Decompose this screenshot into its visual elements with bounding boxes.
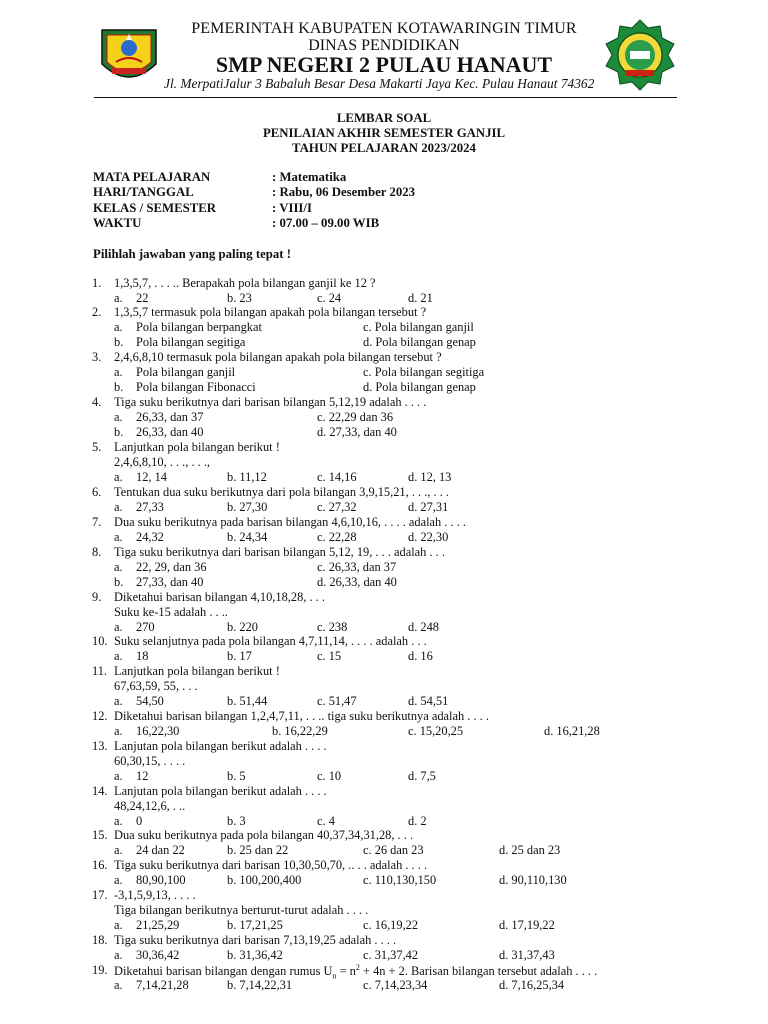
academic-year: TAHUN PELAJARAN 2023/2024 — [292, 141, 476, 155]
question-sequence: 48,24,12,6, . .. — [114, 799, 186, 813]
option-letter: a. — [114, 873, 123, 887]
option-b: b. 3 — [227, 814, 246, 828]
meta-label-subject: MATA PELAJARAN — [93, 170, 211, 184]
question-subtext: Suku ke-15 adalah . . .. — [114, 605, 228, 619]
question-text: 2,4,6,8,10 termasuk pola bilangan apakah pola bilangan tersebut ? — [114, 350, 442, 364]
option-letter: a. — [114, 814, 123, 828]
question-sequence: 2,4,6,8,10, . . ., . . ., — [114, 455, 211, 469]
option-a: 54,50 — [136, 694, 164, 708]
option-b: b. 25 dan 22 — [227, 843, 289, 857]
option-b: b. 23 — [227, 291, 252, 305]
question-text: Lanjutkan pola bilangan berikut ! — [114, 440, 280, 454]
option-a: 12 — [136, 769, 149, 783]
option-a: 16,22,30 — [136, 724, 180, 738]
question-text: Lanjutan pola bilangan berikut adalah . . . . — [114, 784, 327, 798]
option-c: c. 22,28 — [317, 530, 357, 544]
option-a: 24,32 — [136, 530, 164, 544]
meta-value-subject: : Matematika — [272, 170, 347, 184]
option-d: d. 31,37,43 — [499, 948, 555, 962]
question-number: 16. — [92, 858, 108, 872]
option-c: c. 10 — [317, 769, 342, 783]
option-d: d. 16,21,28 — [544, 724, 600, 738]
option-letter: a. — [114, 470, 123, 484]
option-a: 27,33 — [136, 500, 164, 514]
question-text: Lanjutkan pola bilangan berikut ! — [114, 664, 280, 678]
option-letter: a. — [114, 320, 123, 334]
question-number: 15. — [92, 828, 108, 842]
option-b: b. 5 — [227, 769, 246, 783]
doc-title: LEMBAR SOAL — [336, 111, 432, 125]
option-d: d. 26,33, dan 40 — [317, 575, 397, 589]
option-b: b. 17 — [227, 649, 252, 663]
option-d: d. 54,51 — [408, 694, 449, 708]
option-a: 30,36,42 — [136, 948, 180, 962]
option-b: b. 51,44 — [227, 694, 268, 708]
question-text: Tentukan dua suku berikutnya dari pola bilangan 3,9,15,21, . . ., . . . — [114, 485, 449, 499]
option-c: c. 51,47 — [317, 694, 357, 708]
question-text: Suku selanjutnya pada pola bilangan 4,7,11,14, . . . . adalah . . . — [114, 634, 427, 648]
option-letter: a. — [114, 365, 123, 379]
option-c: c. Pola bilangan segitiga — [363, 365, 485, 379]
option-a: 80,90,100 — [136, 873, 186, 887]
option-d: d. 248 — [408, 620, 439, 634]
option-d: d. 16 — [408, 649, 433, 663]
option-c: c. 15 — [317, 649, 342, 663]
meta-label-time: WAKTU — [93, 216, 142, 230]
option-letter: a. — [114, 410, 123, 424]
option-b: b. 11,12 — [227, 470, 267, 484]
question-text: Tiga bilangan berikutnya berturut-turut adalah . . . . — [114, 903, 369, 917]
question-text: Diketahui barisan bilangan 4,10,18,28, . . . — [114, 590, 325, 604]
question-text: Tiga suku berikutnya dari barisan bilangan 5,12, 19, . . . adalah . . . — [114, 545, 445, 559]
question-number: 6. — [92, 485, 102, 499]
question-sequence: -3,1,5,9,13, . . . . — [114, 888, 196, 902]
option-letter: a. — [114, 724, 123, 738]
option-c: c. 110,130,150 — [363, 873, 437, 887]
option-b: b. 16,22,29 — [272, 724, 328, 738]
option-letter: a. — [114, 948, 123, 962]
question-number: 10. — [92, 634, 108, 648]
option-d: d. 7,16,25,34 — [499, 978, 565, 992]
question-number: 18. — [92, 933, 108, 947]
question-number: 13. — [92, 739, 108, 753]
option-b: b. 17,21,25 — [227, 918, 283, 932]
question-text: Diketahui barisan bilangan 1,2,4,7,11, . . .. tiga suku berikutnya adalah . . . . — [114, 709, 489, 723]
option-b: b. 31,36,42 — [227, 948, 283, 962]
option-b: b. 100,200,400 — [227, 873, 302, 887]
question-sequence: 60,30,15, . . . . — [114, 754, 186, 768]
option-c: c. 14,16 — [317, 470, 357, 484]
option-a: Pola bilangan ganjil — [136, 365, 236, 379]
question-number: 12. — [92, 709, 108, 723]
question-sequence: 67,63,59, 55, . . . — [114, 679, 198, 693]
option-c: c. 7,14,23,34 — [363, 978, 428, 992]
option-letter: a. — [114, 291, 123, 305]
option-letter: a. — [114, 649, 123, 663]
option-c: c. Pola bilangan ganjil — [363, 320, 474, 334]
meta-label-date: HARI/TANGGAL — [93, 185, 194, 199]
option-a: 12, 14 — [136, 470, 167, 484]
option-b: 27,33, dan 40 — [136, 575, 204, 589]
question-text: Tiga suku berikutnya dari barisan bilangan 5,12,19 adalah . . . . — [114, 395, 427, 409]
option-c: c. 26 dan 23 — [363, 843, 424, 857]
option-c: c. 24 — [317, 291, 342, 305]
school-name: SMP NEGERI 2 PULAU HANAUT — [215, 52, 553, 77]
option-c: c. 4 — [317, 814, 335, 828]
question-text: 1,3,5,7 termasuk pola bilangan apakah pola bilangan tersebut ? — [114, 305, 427, 319]
option-a: 7,14,21,28 — [136, 978, 189, 992]
option-letter: a. — [114, 620, 123, 634]
option-c: c. 238 — [317, 620, 348, 634]
department-heading: DINAS PENDIDIKAN — [308, 37, 460, 54]
question-number: 11. — [92, 664, 108, 678]
option-letter: a. — [114, 978, 123, 992]
question-text: Dua suku berikutnya pada pola bilangan 40,37,34,31,28, . . . — [114, 828, 414, 842]
superscript: 2 — [355, 963, 360, 972]
question-number: 19. — [92, 963, 108, 977]
option-letter: b. — [114, 575, 124, 589]
question-number: 3. — [92, 350, 102, 364]
option-letter: a. — [114, 918, 123, 932]
option-d: d. Pola bilangan genap — [363, 380, 476, 394]
question-number: 7. — [92, 515, 102, 529]
option-a: 0 — [136, 814, 143, 828]
question-number: 2. — [92, 305, 102, 319]
option-a: 24 dan 22 — [136, 843, 185, 857]
school-address: Jl. MerpatiJalur 3 Babaluh Besar Desa Makarti Jaya Kec. Pulau Hanaut 74362 — [164, 76, 595, 91]
option-b: Pola bilangan Fibonacci — [136, 380, 256, 394]
option-b: b. 220 — [227, 620, 258, 634]
option-letter: b. — [114, 380, 124, 394]
option-b: Pola bilangan segitiga — [136, 335, 246, 349]
option-letter: a. — [114, 500, 123, 514]
option-c: c. 31,37,42 — [363, 948, 419, 962]
option-b: b. 27,30 — [227, 500, 268, 514]
question-number: 1. — [92, 276, 102, 290]
question-number: 4. — [92, 395, 102, 409]
meta-value-time: : 07.00 – 09.00 WIB — [272, 216, 380, 230]
question-text: Tiga suku berikutnya dari barisan 10,30,50,70, .. . . adalah . . . . — [114, 858, 428, 872]
option-a: 21,25,29 — [136, 918, 180, 932]
option-d: d. 27,31 — [408, 500, 449, 514]
option-c: c. 22,29 dan 36 — [317, 410, 394, 424]
question-text-part: Diketahui barisan bilangan dengan rumus U — [114, 964, 333, 979]
option-a: 22 — [136, 291, 149, 305]
option-d: d. 7,5 — [408, 769, 436, 783]
option-a: 18 — [136, 649, 149, 663]
option-d: d. 90,110,130 — [499, 873, 567, 887]
option-a: 22, 29, dan 36 — [136, 560, 207, 574]
option-d: d. 12, 13 — [408, 470, 452, 484]
question-number: 9. — [92, 590, 102, 604]
header-divider — [94, 97, 677, 98]
option-letter: a. — [114, 769, 123, 783]
option-letter: a. — [114, 530, 123, 544]
option-d: d. 21 — [408, 291, 433, 305]
option-c: c. 15,20,25 — [408, 724, 464, 738]
question-text: Lanjutan pola bilangan berikut adalah . . . . — [114, 739, 327, 753]
question-text-part: = n — [336, 964, 356, 979]
option-b: b. 7,14,22,31 — [227, 978, 293, 992]
option-letter: b. — [114, 335, 124, 349]
option-letter: a. — [114, 694, 123, 708]
option-c: c. 16,19,22 — [363, 918, 419, 932]
option-b: 26,33, dan 40 — [136, 425, 204, 439]
option-letter: a. — [114, 843, 123, 857]
question-text-part: + 4n + 2. Barisan bilangan tersebut adalah . . . . — [359, 964, 598, 979]
question-number: 14. — [92, 784, 108, 798]
option-d: d. 22,30 — [408, 530, 449, 544]
question-text: Tiga suku berikutnya dari barisan 7,13,19,25 adalah . . . . — [114, 933, 397, 947]
option-d: d. 27,33, dan 40 — [317, 425, 397, 439]
option-letter: b. — [114, 425, 124, 439]
meta-value-date: : Rabu, 06 Desember 2023 — [272, 185, 416, 199]
option-d: d. Pola bilangan genap — [363, 335, 476, 349]
government-heading: PEMERINTAH KABUPATEN KOTAWARINGIN TIMUR — [191, 20, 577, 37]
option-c: c. 26,33, dan 37 — [317, 560, 397, 574]
option-b: b. 24,34 — [227, 530, 268, 544]
option-letter: a. — [114, 560, 123, 574]
question-number: 5. — [92, 440, 102, 454]
question-number: 17. — [92, 888, 108, 902]
option-a: Pola bilangan berpangkat — [136, 320, 262, 334]
option-d: d. 25 dan 23 — [499, 843, 561, 857]
option-d: d. 2 — [408, 814, 427, 828]
question-text: 1,3,5,7, . . . .. Berapakah pola bilangan ganjil ke 12 ? — [114, 276, 376, 290]
exam-title: PENILAIAN AKHIR SEMESTER GANJIL — [262, 126, 506, 140]
option-a: 26,33, dan 37 — [136, 410, 204, 424]
option-a: 270 — [136, 620, 155, 634]
meta-value-class: : VIII/I — [272, 201, 312, 215]
subscript: n — [332, 971, 337, 981]
question-number: 8. — [92, 545, 102, 559]
option-d: d. 17,19,22 — [499, 918, 555, 932]
option-c: c. 27,32 — [317, 500, 357, 514]
meta-label-class: KELAS / SEMESTER — [93, 201, 217, 215]
instruction: Pilihlah jawaban yang paling tepat ! — [93, 247, 292, 261]
question-text: Dua suku berikutnya pada barisan bilangan 4,6,10,16, . . . . adalah . . . . — [114, 515, 467, 529]
